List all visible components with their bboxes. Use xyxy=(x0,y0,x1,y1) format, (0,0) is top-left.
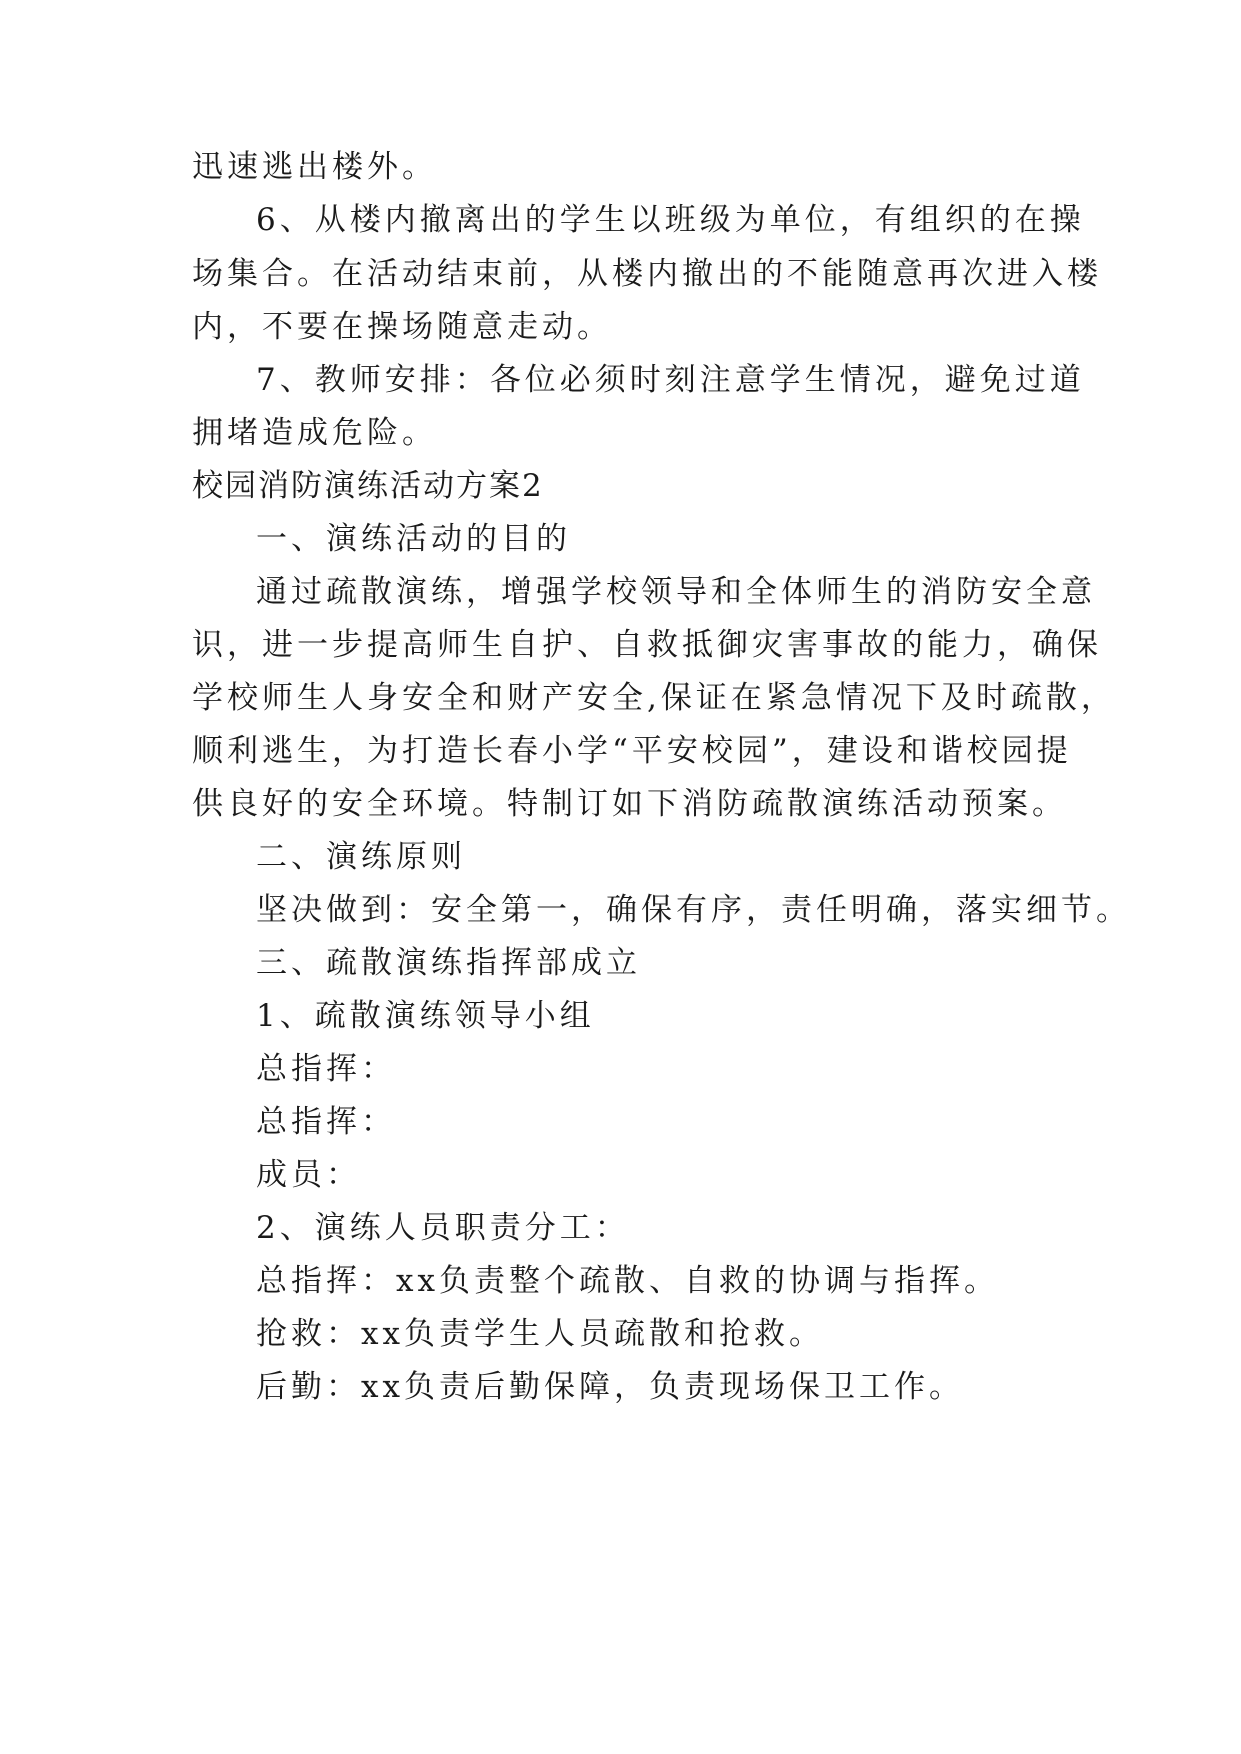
paragraph-line: 顺利逃生，为打造长春小学“平安校园”，建设和谐校园提 xyxy=(192,733,1072,769)
subsection-heading: 2、演练人员职责分工： xyxy=(256,1210,630,1246)
paragraph-line: 迅速逃出楼外。 xyxy=(192,149,437,185)
role-label: 总指挥： xyxy=(256,1104,396,1140)
section-heading: 二、演练原则 xyxy=(256,839,466,875)
paragraph-line: 内，不要在操场随意走动。 xyxy=(192,309,612,345)
paragraph-line: 坚决做到：安全第一，确保有序，责任明确，落实细节。 xyxy=(256,892,1131,928)
paragraph-line: 识，进一步提高师生自护、自救抵御灾害事故的能力，确保 xyxy=(192,627,1102,663)
paragraph-line: 场集合。在活动结束前，从楼内撤出的不能随意再次进入楼 xyxy=(192,256,1102,292)
duty-line: 抢救：xx负责学生人员疏散和抢救。 xyxy=(256,1316,824,1352)
section-title: 校园消防演练活动方案2 xyxy=(192,468,544,504)
duty-line: 总指挥：xx负责整个疏散、自救的协调与指挥。 xyxy=(256,1263,999,1299)
section-heading: 一、演练活动的目的 xyxy=(256,521,571,557)
subsection-heading: 1、疏散演练领导小组 xyxy=(256,998,595,1034)
paragraph-line: 7、教师安排：各位必须时刻注意学生情况，避免过道 xyxy=(256,362,1085,398)
paragraph-line: 学校师生人身安全和财产安全,保证在紧急情况下及时疏散， xyxy=(192,680,1116,716)
duty-line: 后勤：xx负责后勤保障，负责现场保卫工作。 xyxy=(256,1369,964,1405)
role-label: 总指挥： xyxy=(256,1051,396,1087)
section-heading: 三、疏散演练指挥部成立 xyxy=(256,945,641,981)
role-label: 成员： xyxy=(256,1157,361,1193)
paragraph-line: 拥堵造成危险。 xyxy=(192,415,437,451)
paragraph-line: 6、从楼内撤离出的学生以班级为单位，有组织的在操 xyxy=(256,202,1085,238)
paragraph-line: 供良好的安全环境。特制订如下消防疏散演练活动预案。 xyxy=(192,786,1067,822)
paragraph-line: 通过疏散演练，增强学校领导和全体师生的消防安全意 xyxy=(256,574,1096,610)
